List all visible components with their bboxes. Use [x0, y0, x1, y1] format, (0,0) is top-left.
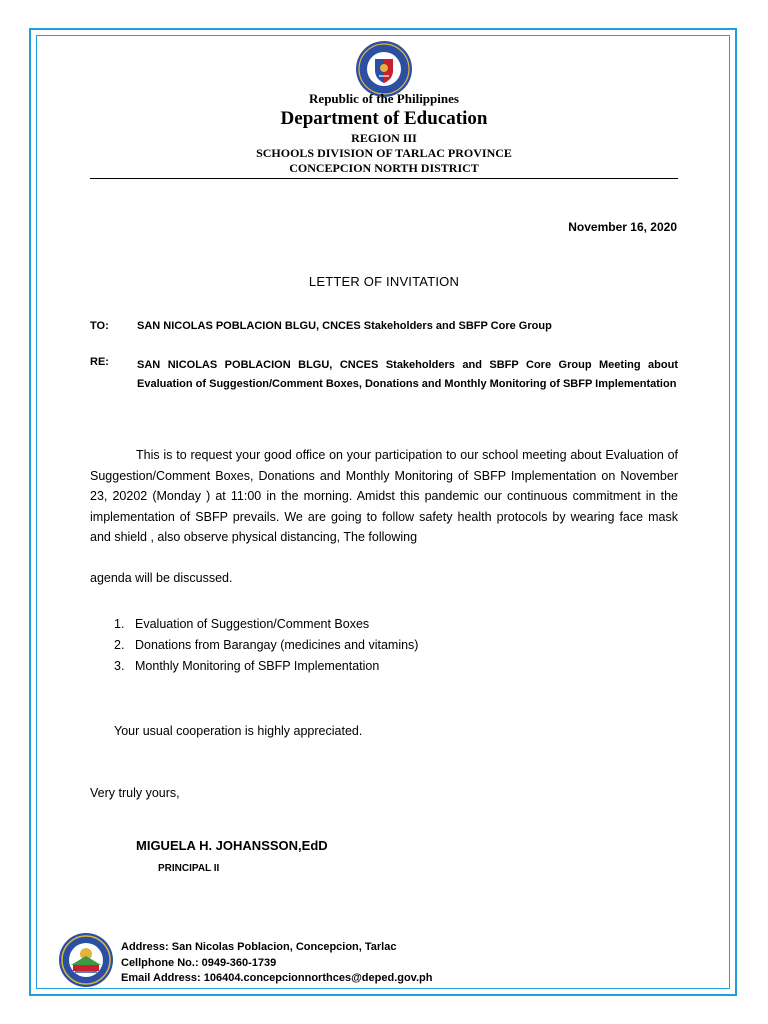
closing-line: Very truly yours, — [90, 786, 180, 800]
body-text: This is to request your good office on your participation to our school meeting about Evaluation of Suggestion/Comment Boxes, Donations and Monthly Monitoring of SBFP Implementation on November 23, 20202 (Monday ) at 11:00 in the morning. Amidst this pandemic our continuous commitment in the implementation of SBFP prevails. We are going to follow safety health protocols by wearing face mask and shield , also observe physical distancing, The following — [90, 448, 678, 544]
header-divider — [90, 178, 678, 179]
list-item — [114, 656, 418, 677]
header-republic: Republic of the Philippines — [309, 91, 459, 106]
deped-seal-icon — [355, 40, 413, 98]
re-label: RE: — [90, 356, 109, 368]
footer-contact — [121, 940, 432, 987]
body-paragraph — [90, 445, 678, 548]
agenda-text: Donations from Barangay (medicines and vitamins) — [135, 638, 419, 652]
agenda-number: 3. — [114, 659, 125, 673]
signer-position: PRINCIPAL II — [158, 863, 220, 874]
footer-email: Email Address: 106404.concepcionnorthces@deped.gov.ph — [121, 972, 433, 984]
agenda-number: 2. — [114, 638, 125, 652]
footer-address: Address: San Nicolas Poblacion, Concepcion, Tarlac — [121, 941, 397, 953]
header-division: SCHOOLS DIVISION OF TARLAC PROVINCE — [256, 146, 512, 160]
cooperation-line: Your usual cooperation is highly appreciated. — [114, 724, 363, 738]
to-recipients: SAN NICOLAS POBLACION BLGU, CNCES Stakeholders and SBFP Core Group — [137, 320, 552, 332]
header-department: Department of Education — [280, 108, 488, 129]
agenda-text: Monthly Monitoring of SBFP Implementation — [135, 659, 380, 673]
body-paragraph-end: agenda will be discussed. — [90, 571, 233, 585]
to-label: TO: — [90, 320, 109, 332]
school-logo-icon — [57, 932, 115, 988]
header-region: REGION III — [351, 131, 417, 145]
list-item — [114, 614, 418, 635]
re-subject: SAN NICOLAS POBLACION BLGU, CNCES Stakeholders and SBFP Core Group Meeting about Evaluation of Suggestion/Comment Boxes, Donations and Monthly Monitoring of SBFP Implementation — [137, 359, 678, 390]
letter-title: LETTER OF INVITATION — [308, 274, 460, 289]
agenda-number: 1. — [114, 617, 125, 631]
signer-name: MIGUELA H. JOHANSSON,EdD — [136, 838, 328, 853]
footer-phone: Cellphone No.: 0949-360-1739 — [121, 956, 277, 969]
agenda-text: Evaluation of Suggestion/Comment Boxes — [135, 617, 370, 631]
letter-date: November 16, 2020 — [568, 220, 677, 234]
list-item — [114, 635, 418, 656]
header-district: CONCEPCION NORTH DISTRICT — [289, 161, 479, 175]
agenda-list — [114, 614, 418, 677]
